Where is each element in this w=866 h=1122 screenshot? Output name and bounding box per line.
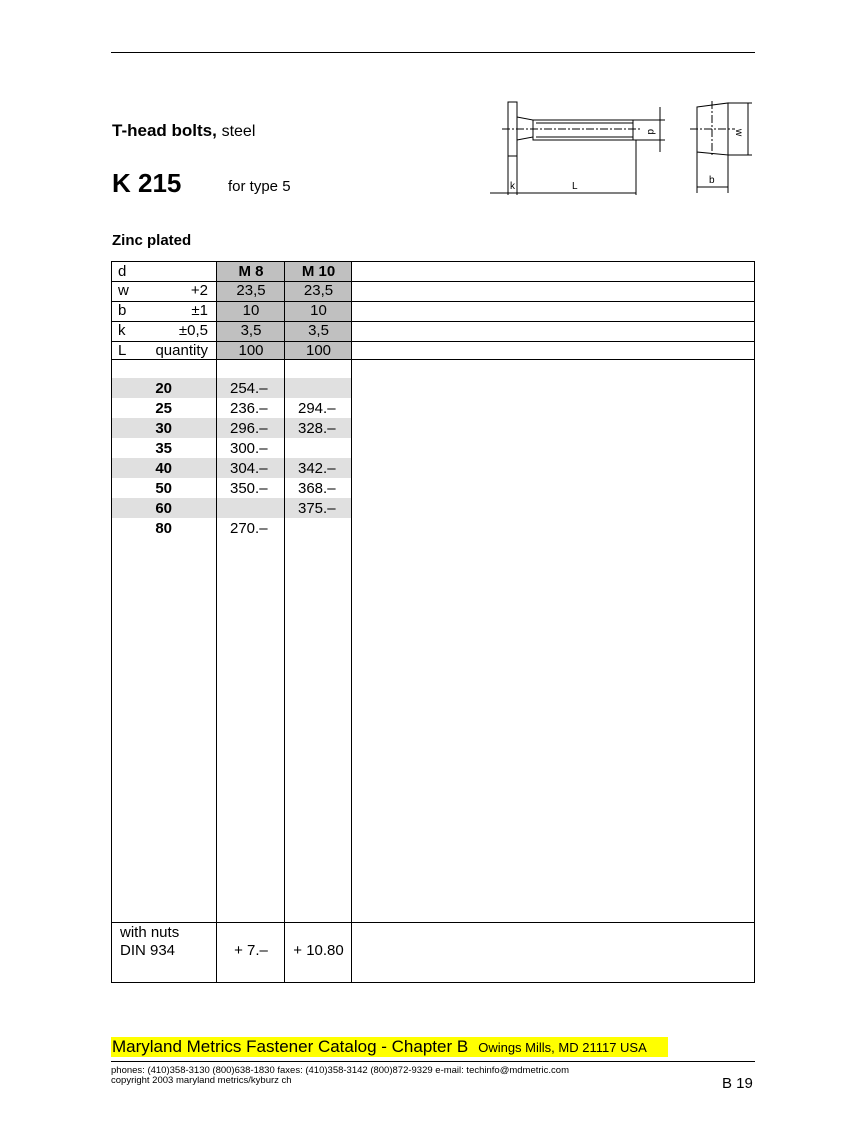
row-divider xyxy=(112,341,754,342)
param-m10: 3,5 xyxy=(308,322,329,339)
column-divider xyxy=(284,262,285,982)
length: 50 xyxy=(155,480,172,497)
price-m8: 236.– xyxy=(230,400,268,417)
price-m8: 254.– xyxy=(230,380,268,397)
nuts-label-2: DIN 934 xyxy=(120,942,176,959)
price-m8: 350.– xyxy=(230,480,268,497)
product-code: K 215 xyxy=(112,168,182,198)
price-m8: 300.– xyxy=(230,440,268,457)
length: 35 xyxy=(155,440,172,457)
param-name: d xyxy=(118,263,127,280)
length: 80 xyxy=(155,520,172,537)
page-number: B 19 xyxy=(722,1075,753,1092)
price-table xyxy=(111,261,755,983)
product-title xyxy=(112,121,255,141)
catalog-title: Maryland Metrics Fastener Catalog - Chapter B xyxy=(112,1037,469,1056)
nuts-price-m8: + 7.– xyxy=(234,942,268,959)
label-k: k xyxy=(510,181,515,192)
param-m10: 10 xyxy=(310,302,327,319)
price-m10: 328.– xyxy=(298,420,336,437)
footer-rule xyxy=(111,1061,755,1062)
price-m10: 375.– xyxy=(298,500,336,517)
length: 25 xyxy=(155,400,172,417)
param-name: k xyxy=(118,322,126,339)
column-divider xyxy=(216,262,217,982)
param-name: L xyxy=(118,342,127,359)
param-m10: M 10 xyxy=(301,263,336,280)
param-m8: 100 xyxy=(238,342,264,359)
title-material: steel xyxy=(221,123,256,140)
param-tolerance: ±1 xyxy=(191,302,208,319)
nuts-price-m10: + 10.80 xyxy=(293,942,344,959)
price-m8: 270.– xyxy=(230,520,268,537)
footer-contact: phones: (410)358-3130 (800)638-1830 faxes: (410)358-3142 (800)872-9329 e-mail: techinfo@mdmetric.com xyxy=(111,1065,569,1076)
nuts-label-1: with nuts xyxy=(120,924,180,941)
footer-copyright: copyright 2003 maryland metrics/kyburz ch xyxy=(111,1075,292,1086)
finish-heading: Zinc plated xyxy=(112,232,192,249)
param-m8: M 8 xyxy=(238,263,264,280)
length: 30 xyxy=(155,420,172,437)
length: 40 xyxy=(155,460,172,477)
param-tolerance: ±0,5 xyxy=(178,322,208,339)
param-name: b xyxy=(118,302,127,319)
catalog-address: Owings Mills, MD 21117 USA xyxy=(478,1040,647,1055)
label-w: w xyxy=(733,129,744,137)
param-m10: 100 xyxy=(305,342,332,359)
price-m10: 294.– xyxy=(298,400,336,417)
type-note: for type 5 xyxy=(228,178,291,195)
price-m10: 368.– xyxy=(298,480,336,497)
label-b: b xyxy=(709,175,715,186)
length: 20 xyxy=(155,380,172,397)
param-m8: 10 xyxy=(242,302,260,319)
bolt-diagram xyxy=(480,95,760,215)
price-m10: 342.– xyxy=(298,460,336,477)
label-d: d xyxy=(645,129,656,135)
label-L: L xyxy=(572,181,578,192)
price-m8: 304.– xyxy=(230,460,268,477)
param-tolerance: quantity xyxy=(155,342,208,359)
title-text: T-head bolts, xyxy=(112,121,217,140)
top-rule xyxy=(111,52,755,53)
param-m8: 3,5 xyxy=(240,322,262,339)
param-tolerance: +2 xyxy=(190,282,208,299)
param-m10: 23,5 xyxy=(303,282,334,299)
param-name: w xyxy=(118,282,129,299)
length: 60 xyxy=(155,500,172,517)
price-m8: 296.– xyxy=(230,420,268,437)
param-m8: 23,5 xyxy=(236,282,266,299)
row-divider xyxy=(112,922,754,923)
row-divider xyxy=(112,359,754,360)
row-divider xyxy=(112,281,754,282)
footer-catalog xyxy=(112,1037,647,1058)
row-divider xyxy=(112,321,754,322)
row-divider xyxy=(112,301,754,302)
column-divider xyxy=(351,262,352,982)
